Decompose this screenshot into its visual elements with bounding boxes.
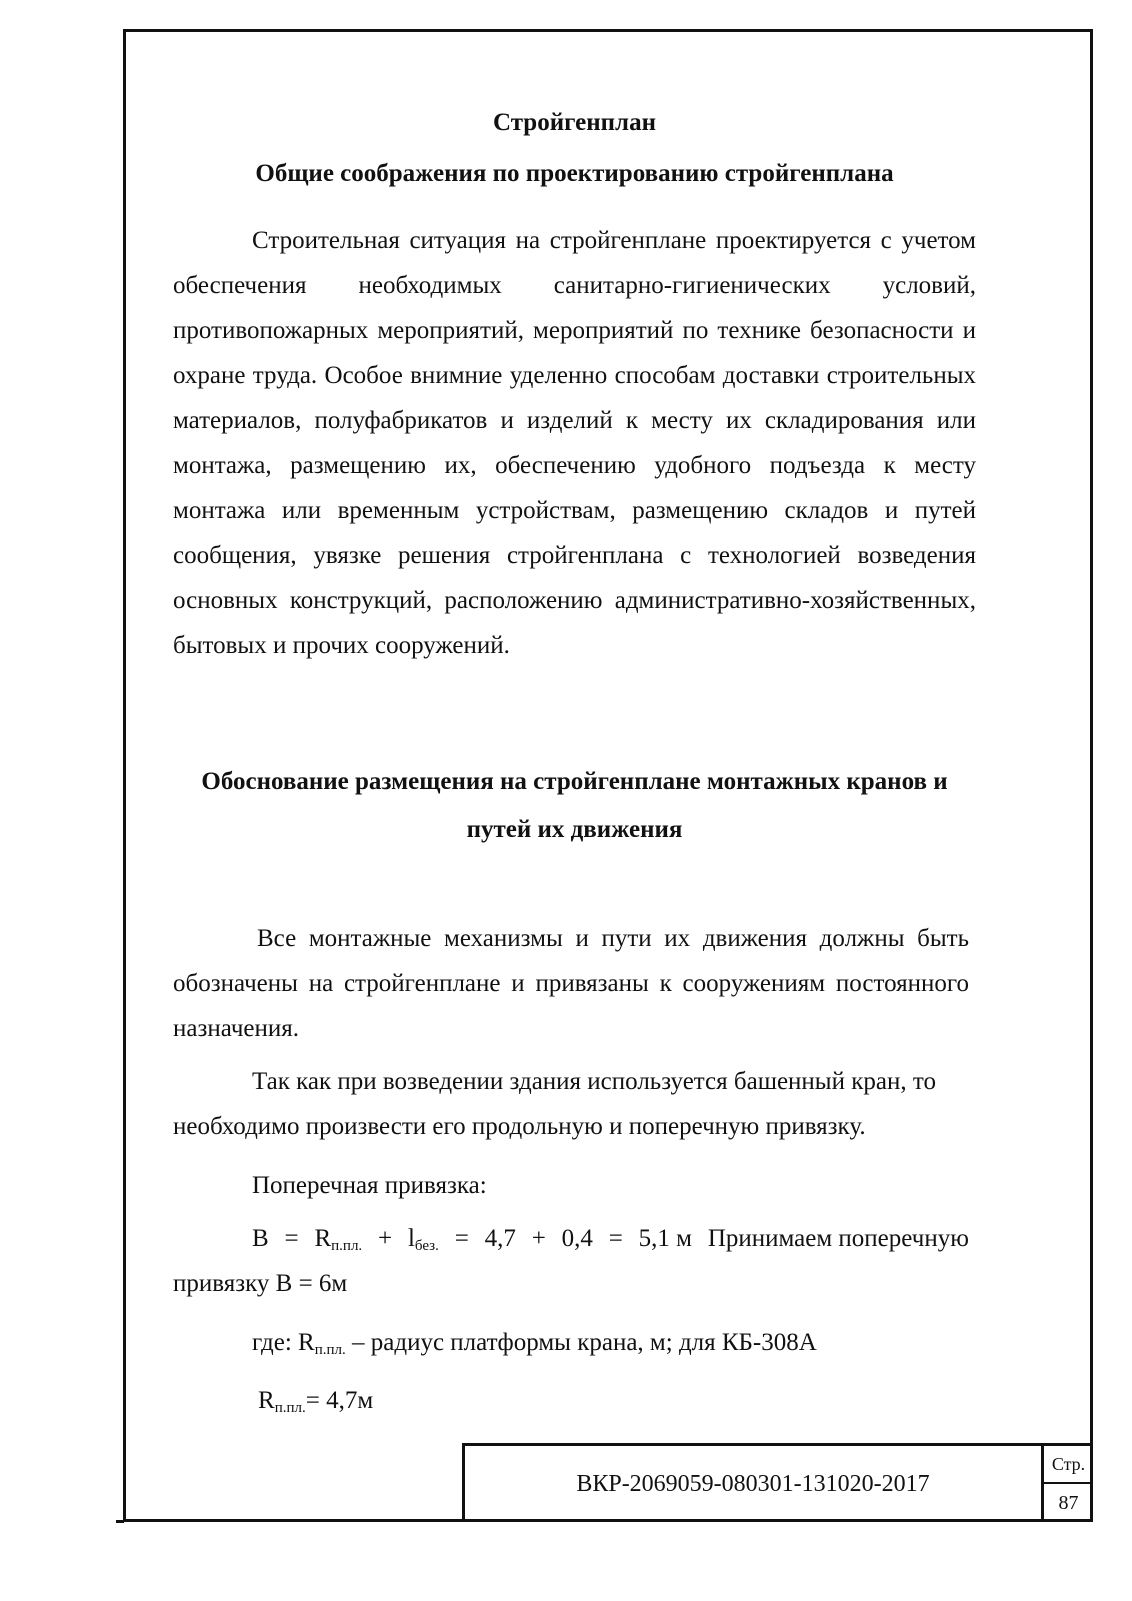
page-number: 87 (1058, 1491, 1079, 1514)
frame-corner-mark (116, 1520, 124, 1523)
formula-r: $R_{п.пл.}$ (314, 1225, 363, 1254)
title-block (462, 1443, 1093, 1522)
formula-plus2: + (531, 1225, 546, 1252)
formula-eq3: = (608, 1225, 623, 1252)
formula-l: $l_{без.}$ (407, 1225, 439, 1254)
page-title: Стройгенплан (493, 109, 656, 136)
formula-eq2: = (454, 1225, 469, 1252)
paragraph-tower-crane-line1: Так как при возведении здания используется башенный кран, то (252, 1068, 936, 1095)
section-heading-cranes: Обоснование размещения на стройгенплане монтажных кранов и путей их движения (201, 768, 948, 843)
formula-v2: 0,4 (561, 1225, 593, 1252)
formula-continuation: привязку B = 6м (173, 1270, 348, 1297)
where-line: где: $R_{п.пл.}$ – радиус платформы крана, м; для КБ-308А (252, 1329, 817, 1358)
paragraph-mechanisms: Все монтажные механизмы и пути их движения должны быть обозначены на стройгенплане и привязаны к сооружениям постоянного назначения. (173, 925, 969, 1042)
page-label: Стр. (1044, 1446, 1093, 1484)
page-number-box (1041, 1443, 1093, 1522)
formula-accept: Принимаем поперечную (707, 1225, 969, 1252)
formula-b: B (252, 1225, 269, 1252)
formula-line (252, 1216, 969, 1261)
formula-v1: 4,7 (484, 1225, 516, 1252)
section-subtitle: Общие соображения по проектированию стройгенплана (255, 160, 894, 187)
r-value-line: $R_{п.пл.}= 4,7м$ (258, 1387, 374, 1416)
paragraph-tower-crane-line2: необходимо произвести его продольную и поперечную привязку. (173, 1113, 866, 1140)
formula-eq: = (284, 1225, 299, 1252)
cross-binding-label: Поперечная привязка: (252, 1172, 487, 1199)
formula-plus: + (378, 1225, 393, 1252)
formula-result: 5,1 м (638, 1225, 692, 1252)
document-code: ВКР-2069059-080301-131020-2017 (576, 1470, 930, 1497)
paragraph-general: Строительная ситуация на стройгенплане проектируется с учетом обеспечения необходимых санитарно-гигиенических условий, противопожарных мероприятий, мероприятий по технике безопасности и охране труда. Особое внимние уделенно способам доставки строительных материалов, полуфабрикатов и изделий к месту их складирования или монтажа, размещению их, обеспечению удобного подъезда к месту монтажа или временным устройствам, размещению складов и путей сообщения, увязке решения стройгенплана с технологией возведения основных конструкций, расположению административно-хозяйственных, бытовых и прочих сооружений. (173, 227, 976, 659)
